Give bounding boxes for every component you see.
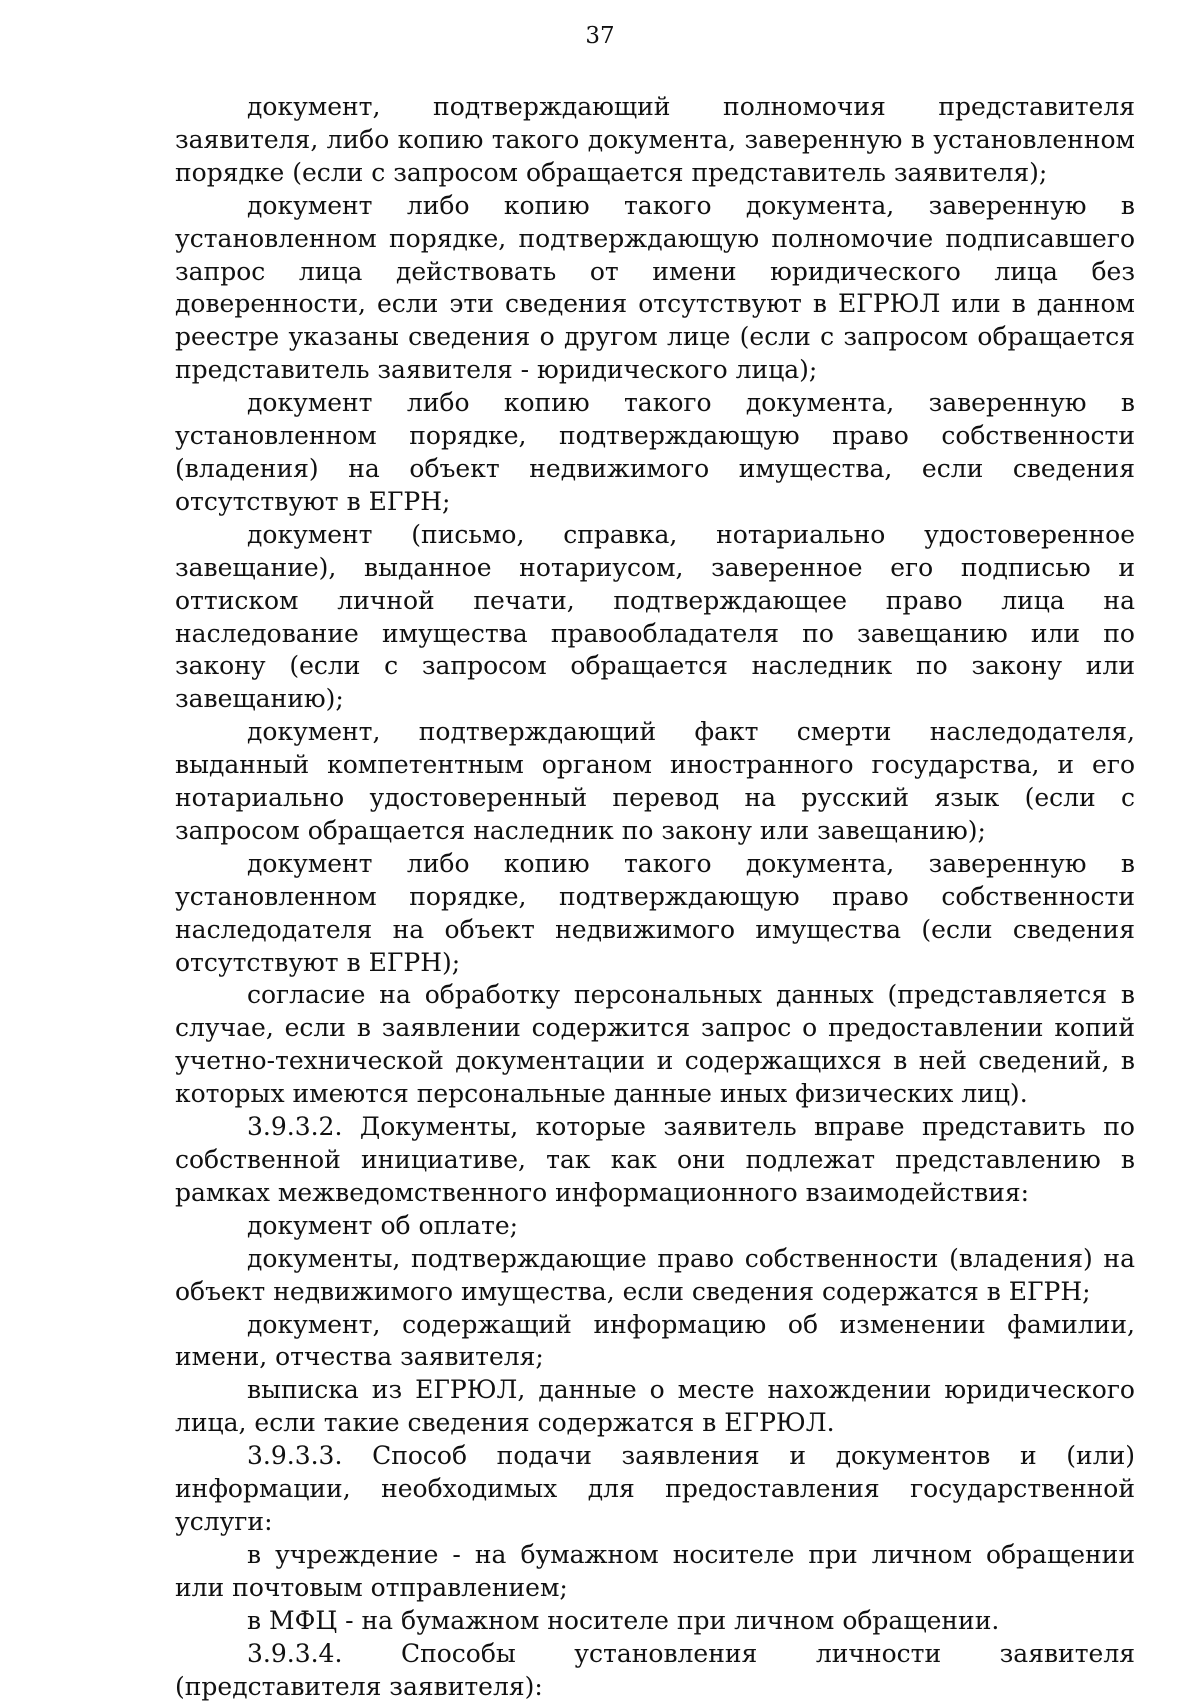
paragraph-egrul-extract: выписка из ЕГРЮЛ, данные о месте нахождении юридического лица, если такие сведения содержатся в ЕГРЮЛ. <box>175 1375 1135 1438</box>
paragraph-payment-document: документ об оплате; <box>247 1210 519 1240</box>
section-3-9-3-2: 3.9.3.2. Документы, которые заявитель вправе представить по собственной инициативе, так как они подлежат представлению в рамках межведомственного информационного взаимодействия: <box>175 1112 1135 1207</box>
paragraph-name-change: документ, содержащий информацию об изменении фамилии, имени, отчества заявителя; <box>175 1309 1135 1372</box>
paragraph-representative-authority: документ, подтверждающий полномочия представителя заявителя, либо копию такого документа, заверенную в установленном порядке (если с запросом обращается представитель заявителя); <box>175 92 1135 187</box>
paragraph-ownership-documents: документы, подтверждающие право собственности (владения) на объект недвижимого имущества, если сведения содержатся в ЕГРН; <box>175 1243 1135 1306</box>
paragraph-personal-data-consent: согласие на обработку персональных данных (представляется в случае, если в заявлении содержится запрос о предоставлении копий учетно-технической документации и содержащихся в ней сведений, в которых имеются персональные данные иных физических лиц). <box>175 980 1135 1109</box>
paragraph-inheritance-right: документ (письмо, справка, нотариально удостоверенное завещание), выданное нотариусом, заверенное его подписью и оттиском личной печати, подтверждающее право лица на наследование имущества правообладателя по завещанию или по закону (если с запросом обращается наследник по закону или завещанию); <box>175 519 1135 714</box>
paragraph-signatory-authority: документ либо копию такого документа, заверенную в установленном порядке, подтверждающую полномочие подписавшего запрос лица действовать от имени юридического лица без доверенности, если эти сведения отсутствуют в ЕГРЮЛ или в данном реестре указаны сведения о другом лице (если с запросом обращается представитель заявителя - юридического лица); <box>175 190 1135 385</box>
section-3-9-3-3: 3.9.3.3. Способ подачи заявления и документов и (или) информации, необходимых для предоставления государственной услуги: <box>175 1441 1135 1536</box>
paragraph-submission-mfc: в МФЦ - на бумажном носителе при личном обращении. <box>247 1605 1000 1635</box>
section-3-9-3-4: 3.9.3.4. Способы установления личности заявителя (представителя заявителя): <box>175 1638 1135 1701</box>
page-number: 37 <box>585 23 615 49</box>
document-body <box>175 91 1135 1703</box>
paragraph-submission-institution: в учреждение - на бумажном носителе при личном обращении или почтовым отправлением; <box>175 1539 1135 1602</box>
paragraph-death-certificate: документ, подтверждающий факт смерти наследодателя, выданный компетентным органом иностранного государства, и его нотариально удостоверенный перевод на русский язык (если с запросом обращается наследник по закону или завещанию); <box>175 717 1135 845</box>
paragraph-testator-ownership: документ либо копию такого документа, заверенную в установленном порядке, подтверждающую право собственности наследодателя на объект недвижимого имущества (если сведения отсутствуют в ЕГРН); <box>175 848 1135 977</box>
paragraph-ownership-right: документ либо копию такого документа, заверенную в установленном порядке, подтверждающую право собственности (владения) на объект недвижимого имущества, если сведения отсутствуют в ЕГРН; <box>175 388 1135 516</box>
